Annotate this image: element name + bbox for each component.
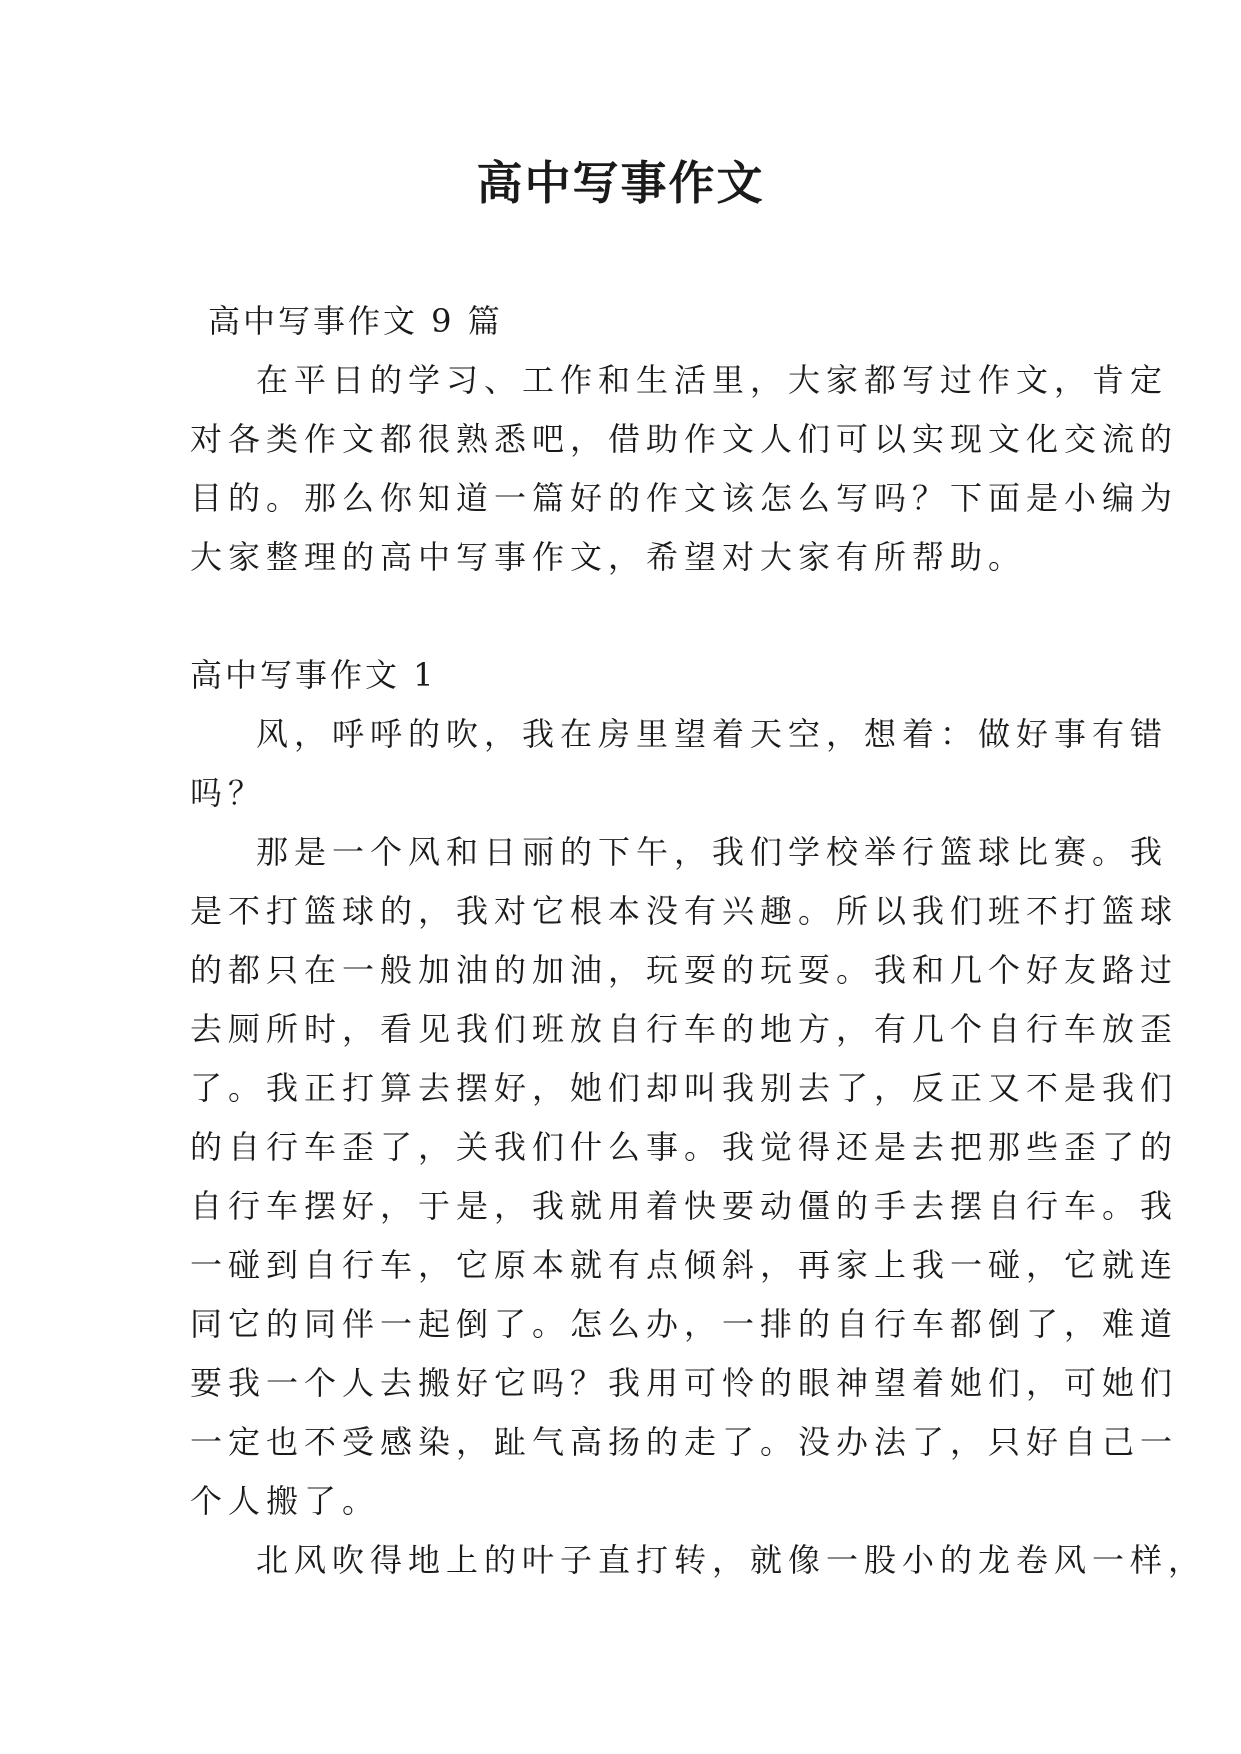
paragraph-line: 去厕所时，看见我们班放自行车的地方，有几个自行车放歪 xyxy=(190,1010,1179,1048)
paragraph-line: 的自行车歪了，关我们什么事。我觉得还是去把那些歪了的 xyxy=(190,1128,1179,1166)
intro-line: 对各类作文都很熟悉吧，借助作文人们可以实现文化交流的 xyxy=(190,420,1179,458)
paragraph-line: 的都只在一般加油的加油，玩耍的玩耍。我和几个好友路过 xyxy=(190,951,1179,989)
paragraph-line: 自行车摆好，于是，我就用着快要动僵的手去摆自行车。我 xyxy=(190,1187,1179,1225)
paragraph-line: 了。我正打算去摆好，她们却叫我别去了，反正又不是我们 xyxy=(190,1069,1179,1107)
paragraph-line: 一定也不受感染，趾气高扬的走了。没办法了，只好自己一 xyxy=(190,1423,1179,1461)
paragraph-gap xyxy=(190,587,1056,646)
paragraph-line: 要我一个人去搬好它吗？我用可怜的眼神望着她们，可她们 xyxy=(190,1364,1179,1402)
paragraph-line: 是不打篮球的，我对它根本没有兴趣。所以我们班不打篮球 xyxy=(190,892,1179,930)
paragraph-line: 吗？ xyxy=(190,774,267,812)
paragraph-line: 一碰到自行车，它原本就有点倾斜，再家上我一碰，它就连 xyxy=(190,1246,1179,1284)
document-subtitle: 高中写事作文 9 篇 xyxy=(208,302,503,340)
paragraph-line: 北风吹得地上的叶子直打转，就像一股小的龙卷风一样， xyxy=(256,1541,1207,1579)
intro-line: 在平日的学习、工作和生活里，大家都写过作文，肯定 xyxy=(256,361,1169,399)
paragraph-line: 个人搬了。 xyxy=(190,1482,381,1520)
intro-line: 大家整理的高中写事作文，希望对大家有所帮助。 xyxy=(190,538,1027,576)
paragraph-line: 风，呼呼的吹，我在房里望着天空，想着：做好事有错 xyxy=(256,715,1169,753)
intro-line: 目的。那么你知道一篇好的作文该怎么写吗？下面是小编为 xyxy=(190,479,1179,517)
section-heading: 高中写事作文 1 xyxy=(190,656,437,694)
document-title: 高中写事作文 xyxy=(476,156,765,210)
document-body xyxy=(190,292,1207,1590)
paragraph-line: 那是一个风和日丽的下午，我们学校举行篮球比赛。我 xyxy=(256,833,1169,871)
paragraph-line: 同它的同伴一起倒了。怎么办，一排的自行车都倒了，难道 xyxy=(190,1305,1179,1343)
